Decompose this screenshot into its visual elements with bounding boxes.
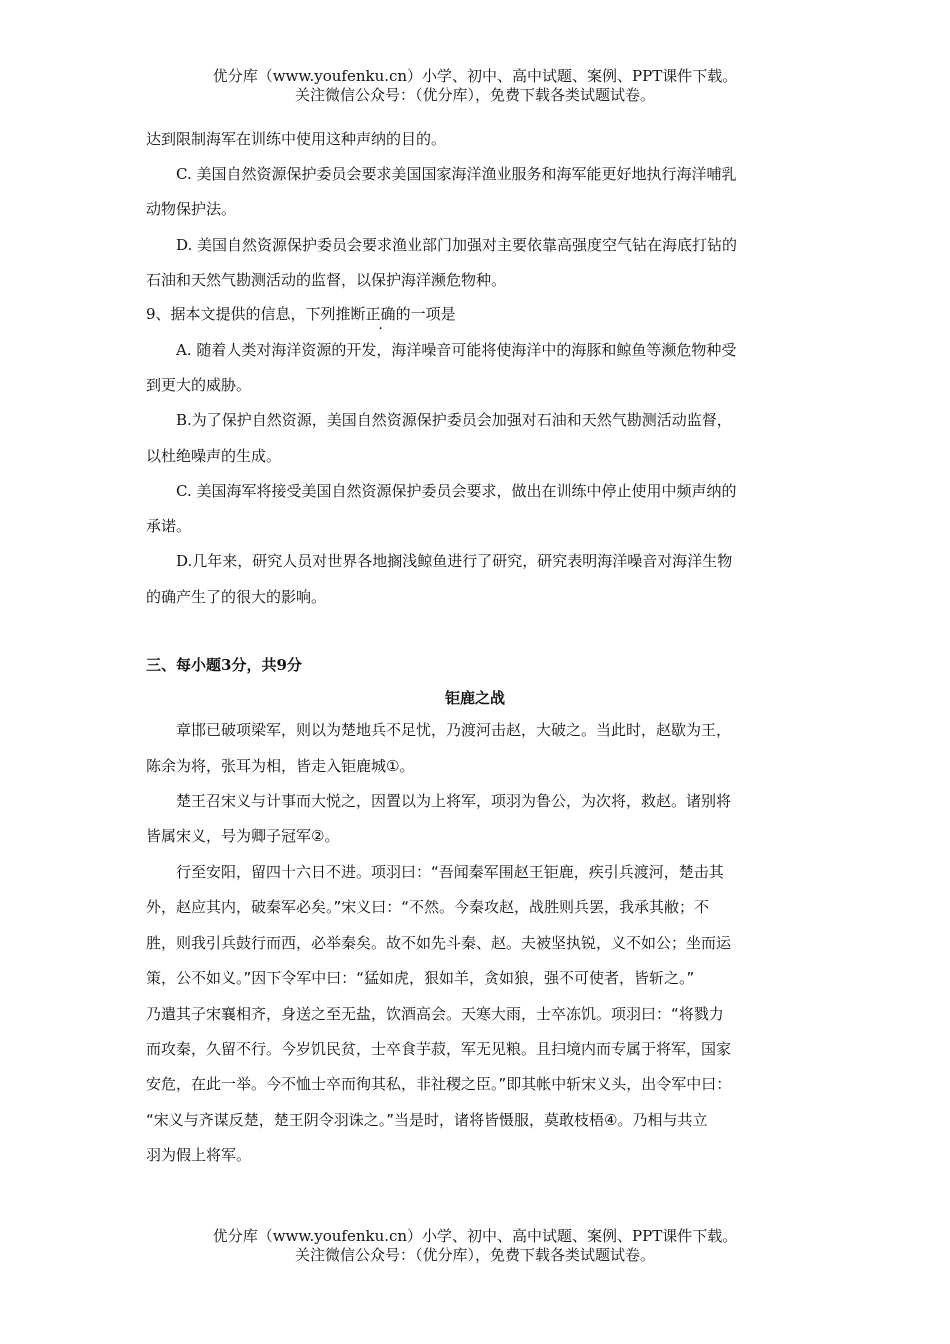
passage-line: 而攻秦，久留不行。今岁饥民贫，士卒食芋菽，军无见粮。且扫境内而专属于将军，国家 — [146, 1040, 732, 1058]
passage-line: 楚王召宋义与计事而大悦之，因置以为上将军，项羽为鲁公，为次将，救赵。诸别将 — [176, 792, 732, 810]
question-9-emphasis: 正确 — [365, 305, 396, 323]
option-a-line: A. 随着人类对海洋资源的开发，海洋噪音可能将使海洋中的海豚和鲸鱼等濒危物种受 — [176, 341, 737, 359]
question-9-prefix: 9、据本文提供的信息，下列推断 — [146, 305, 366, 323]
passage-line: 外，赵应其内，破秦军必矣。”宋义曰：“不然。今秦攻赵，战胜则兵罢，我承其敝；不 — [146, 898, 710, 916]
option-c-line: C. 美国海军将接受美国自然资源保护委员会要求，做出在训练中停止使用中频声纳的 — [176, 482, 737, 500]
question-9-suffix: 的一项是 — [395, 305, 456, 323]
passage-line: 策，公不如义。”因下令军中曰：“猛如虎，狠如羊，贪如狼，强不可使者，皆斩之。” — [146, 969, 695, 987]
option-d-line: D.几年来，研究人员对世界各地搁浅鲸鱼进行了研究，研究表明海洋噪音对海洋生物 — [176, 552, 733, 570]
passage-line: 安危，在此一举。今不恤士卒而徇其私，非社稷之臣。”即其帐中斩宋义头，出令军中曰： — [146, 1075, 732, 1093]
passage-line: 皆属宋义，号为卿子冠军②。 — [146, 827, 340, 845]
option-b-line: B.为了保护自然资源，美国自然资源保护委员会加强对石油和天然气勘测活动监督， — [176, 411, 732, 429]
passage-title: 钜鹿之战 — [444, 689, 505, 707]
text-line: 石油和天然气勘测活动的监督，以保护海洋濒危物种。 — [146, 271, 507, 289]
text-line: 达到限制海军在训练中使用这种声纳的目的。 — [146, 130, 447, 148]
option-c-line: C. 美国自然资源保护委员会要求美国国家海洋渔业服务和海军能更好地执行海洋哺乳 — [176, 165, 737, 183]
passage-line: “宋义与齐谋反楚，楚王阴令羽诛之。”当是时，诸将皆慑服，莫敢枝梧④。乃相与共立 — [146, 1111, 708, 1129]
passage-line: 行至安阳，留四十六日不进。项羽曰：“吾闻秦军围赵王钜鹿，疾引兵渡河，楚击其 — [176, 863, 724, 881]
header-line-2: 关注微信公众号：（优分库），免费下载各类试题试卷。 — [294, 86, 655, 104]
text-line: 以杜绝噪声的生成。 — [146, 447, 282, 465]
footer-line-1: 优分库（www.youfenku.cn）小学、初中、高中试题、案例、PPT课件下载。 — [212, 1227, 738, 1245]
passage-line: 乃遣其子宋襄相齐，身送之至无盐，饮酒高会。天寒大雨，士卒冻饥。项羽曰：“将戮力 — [146, 1005, 724, 1023]
footer-line-2: 关注微信公众号：（优分库），免费下载各类试题试卷。 — [294, 1246, 655, 1264]
text-line: 承诺。 — [146, 517, 192, 535]
passage-line: 胜，则我引兵鼓行而西，必举秦矣。故不如先斗秦、赵。夫被坚执锐，义不如公；坐而运 — [146, 934, 732, 952]
page-footer — [0, 1227, 950, 1265]
page-header — [0, 67, 950, 105]
text-line: 到更大的威胁。 — [146, 376, 252, 394]
question-9 — [146, 303, 456, 324]
passage-line: 章邯已破项梁军，则以为楚地兵不足忧，乃渡河击赵，大破之。当此时，赵歇为王， — [176, 721, 732, 739]
text-line: 动物保护法。 — [146, 200, 237, 218]
section-heading: 三、每小题3分，共9分 — [146, 656, 302, 674]
header-line-1: 优分库（www.youfenku.cn）小学、初中、高中试题、案例、PPT课件下载。 — [212, 67, 738, 85]
text-line: 的确产生了的很大的影响。 — [146, 588, 327, 606]
option-d-line: D. 美国自然资源保护委员会要求渔业部门加强对主要依靠高强度空气钻在海底打钻的 — [176, 236, 738, 254]
passage-line: 羽为假上将军。 — [146, 1146, 252, 1164]
passage-line: 陈余为将，张耳为相，皆走入钜鹿城①。 — [146, 757, 415, 775]
